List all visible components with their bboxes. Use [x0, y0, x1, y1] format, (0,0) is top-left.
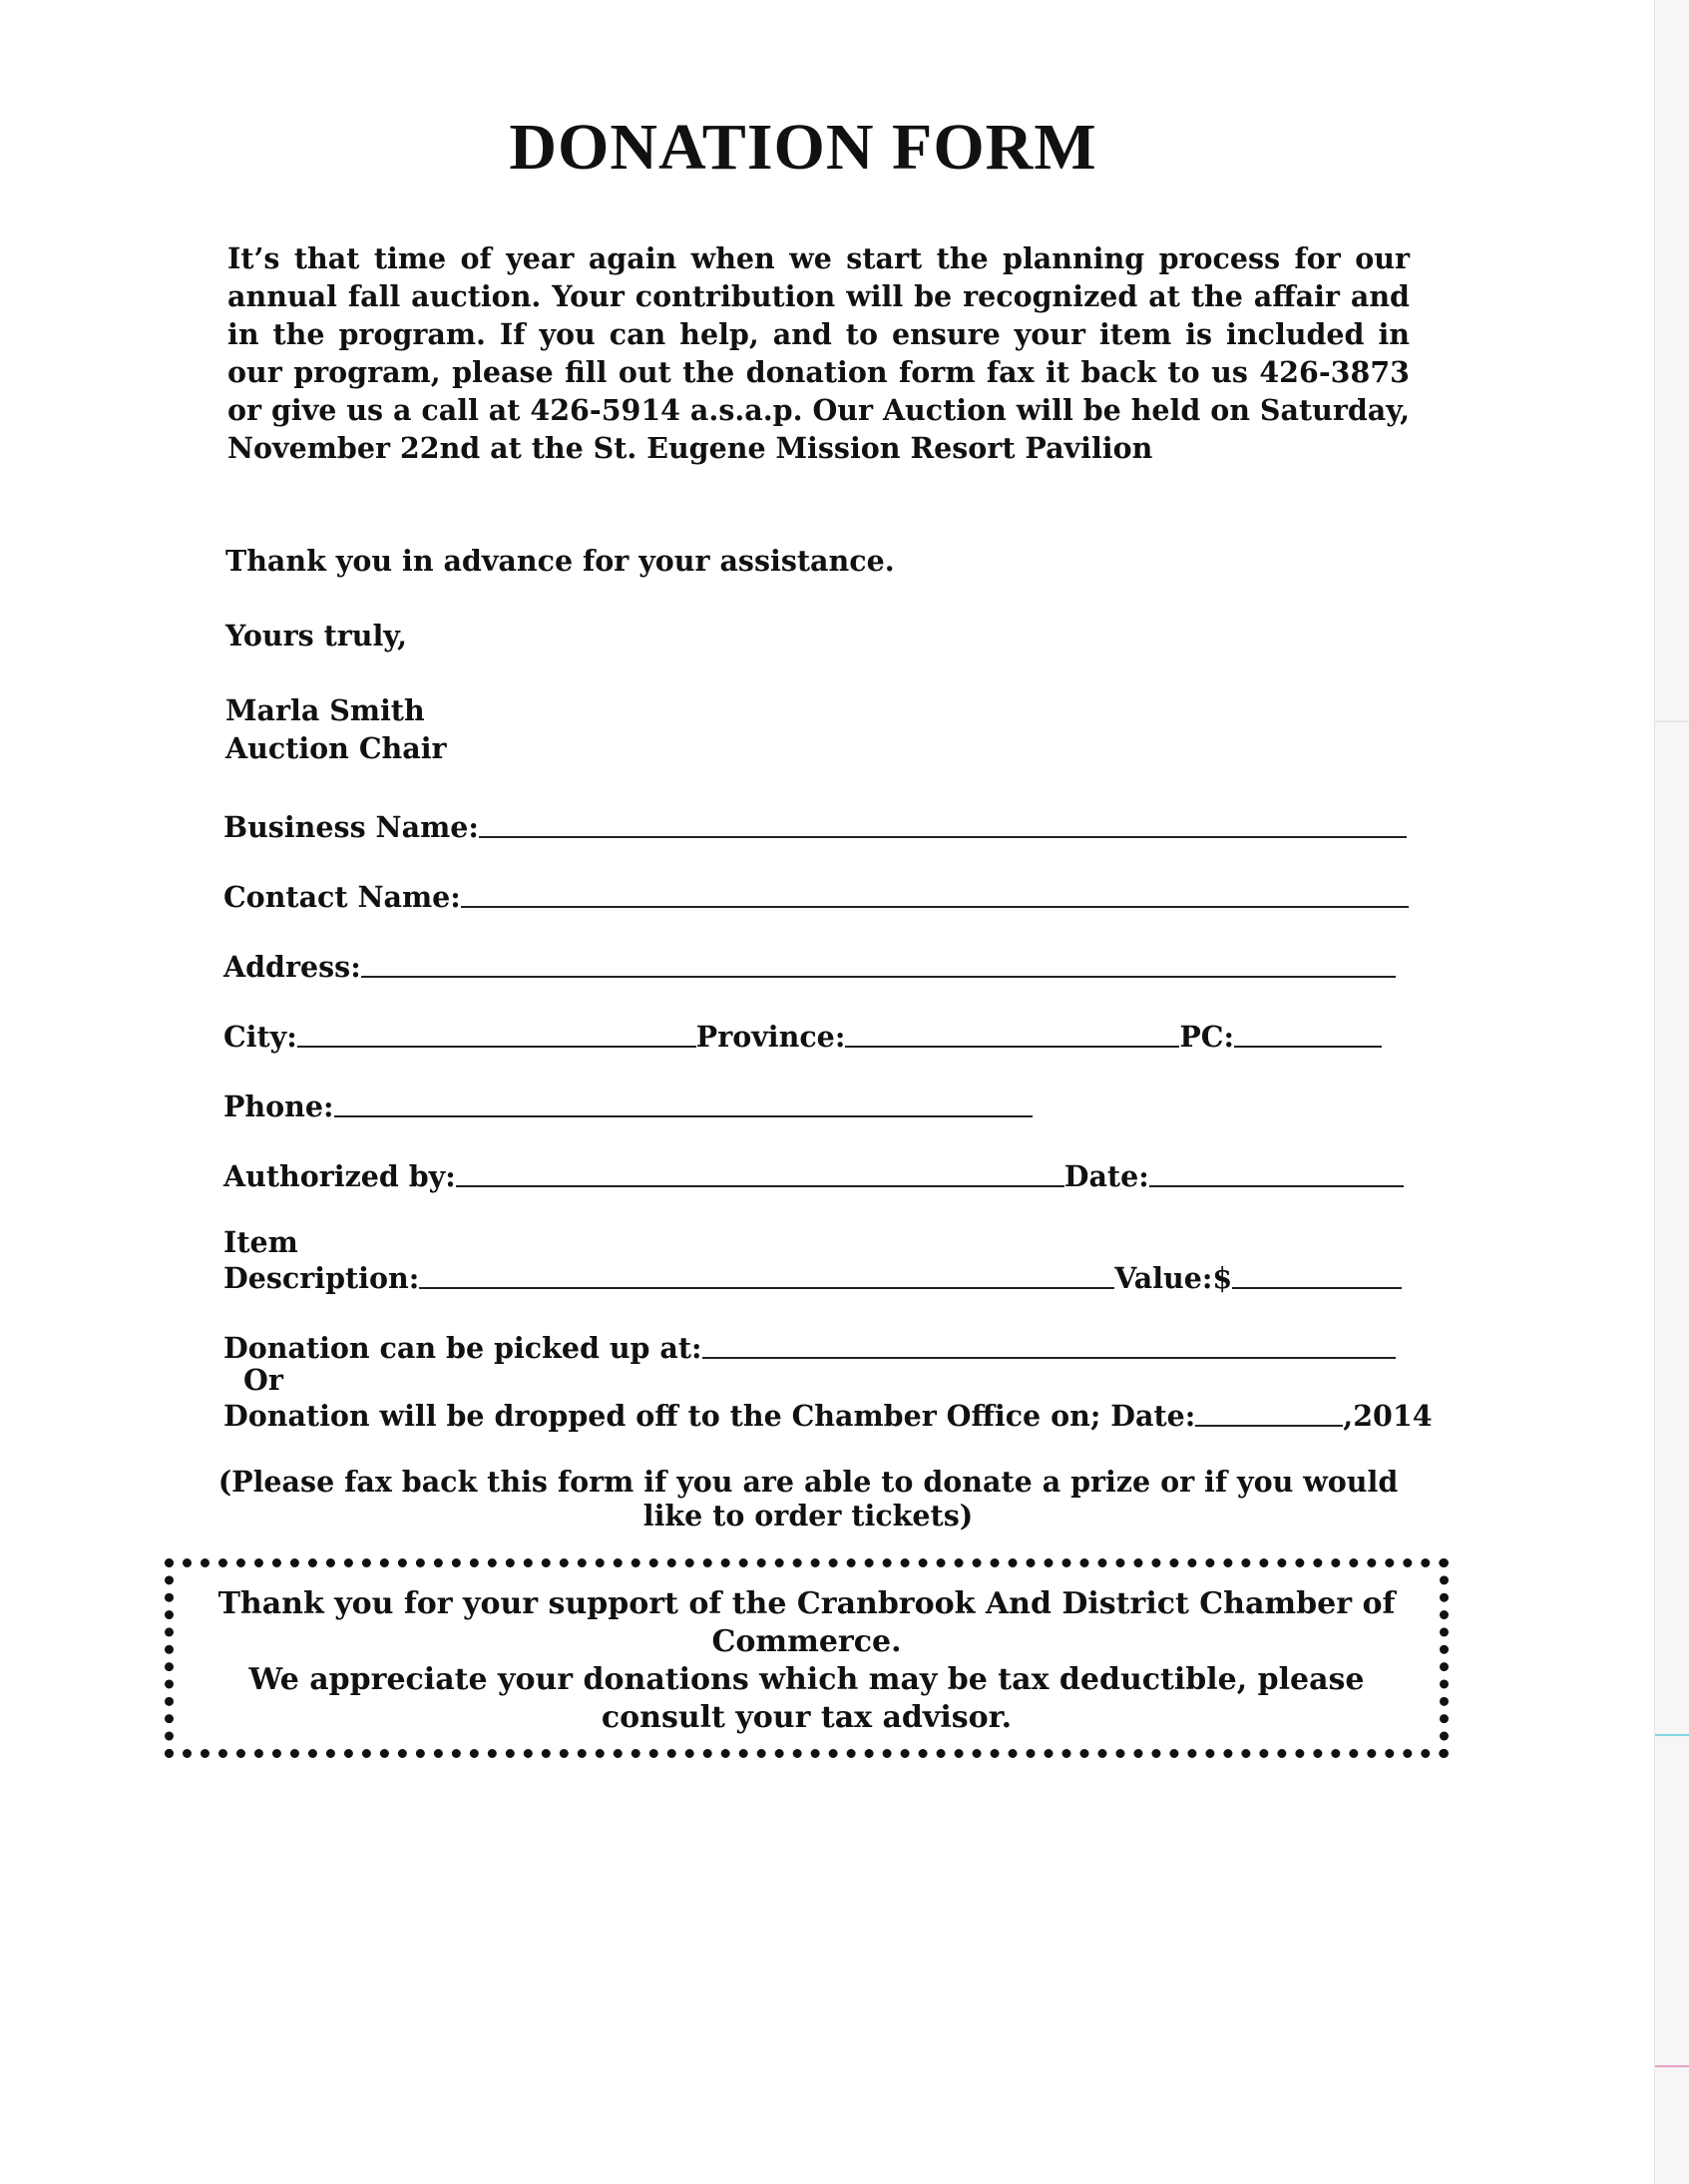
item-description-row [223, 1255, 1402, 1295]
closing-line: Yours truly, [225, 619, 408, 653]
form-title: DONATION FORM [509, 111, 1097, 184]
thank-you-box-line2: We appreciate your donations which may be tax deductible, please consult your tax advisor. [248, 1662, 1365, 1735]
dropoff-label: Donation will be dropped off to the Chamber Office on; Date: [223, 1399, 1196, 1433]
pc-field[interactable] [1234, 1016, 1382, 1048]
scan-edge-mark [1655, 720, 1689, 722]
dropoff-year: ,2014 [1343, 1399, 1433, 1433]
value-label: Value:$ [1114, 1261, 1233, 1295]
thank-you-box [165, 1558, 1449, 1758]
pc-label: PC: [1179, 1020, 1234, 1054]
phone-label: Phone: [223, 1090, 334, 1123]
dropoff-date-field[interactable] [1195, 1395, 1343, 1427]
address-label: Address: [223, 950, 361, 984]
scan-edge-mark [1655, 1734, 1689, 1736]
scan-page-edge [1654, 0, 1689, 2184]
business-name-field[interactable] [479, 806, 1407, 838]
city-label: City: [223, 1020, 297, 1054]
signer-name: Marla Smith [225, 693, 425, 727]
or-label: Or [243, 1363, 283, 1397]
authorized-row [223, 1153, 1404, 1193]
pickup-field[interactable] [702, 1327, 1396, 1359]
business-name-label: Business Name: [223, 810, 479, 844]
authorized-by-field[interactable] [456, 1155, 1064, 1187]
phone-row [223, 1084, 1033, 1123]
signer-role: Auction Chair [225, 731, 447, 765]
address-row [223, 944, 1396, 984]
date-label: Date: [1063, 1159, 1149, 1193]
business-name-row [223, 804, 1407, 844]
city-province-pc-row [223, 1014, 1382, 1054]
phone-field[interactable] [334, 1086, 1033, 1117]
province-field[interactable] [845, 1016, 1179, 1048]
item-label: Item [223, 1225, 298, 1259]
dropoff-row [223, 1393, 1433, 1433]
value-field[interactable] [1232, 1257, 1402, 1289]
fax-note: (Please fax back this form if you are able to donate a prize or if you would like to order tickets) [217, 1465, 1399, 1532]
thank-you-box-line1: Thank you for your support of the Cranbrook And District Chamber of Commerce. [217, 1586, 1396, 1659]
description-field[interactable] [419, 1257, 1114, 1289]
city-field[interactable] [297, 1016, 696, 1048]
contact-name-label: Contact Name: [223, 880, 461, 914]
contact-name-field[interactable] [461, 876, 1409, 908]
date-field[interactable] [1149, 1155, 1404, 1187]
intro-paragraph: It’s that time of year again when we start the planning process for our annual fall auction. Your contribution will be recognized at the affair and in the program. If you can help, and to ensure your item is included in our program, please fill out the donation form fax it back to us 426-3873 or give us a call at 426-5914 a.s.a.p. Our Auction will be held on Saturday, November 22nd at the St. Eugene Mission Resort Pavilion [227, 241, 1410, 465]
authorized-by-label: Authorized by: [223, 1159, 456, 1193]
contact-name-row [223, 874, 1409, 914]
pickup-label: Donation can be picked up at: [223, 1331, 702, 1365]
address-field[interactable] [361, 946, 1396, 978]
thank-you-line: Thank you in advance for your assistance. [225, 544, 895, 578]
pickup-row [223, 1325, 1396, 1365]
description-label: Description: [223, 1261, 420, 1295]
province-label: Province: [695, 1020, 846, 1054]
scan-edge-mark [1655, 2065, 1689, 2067]
